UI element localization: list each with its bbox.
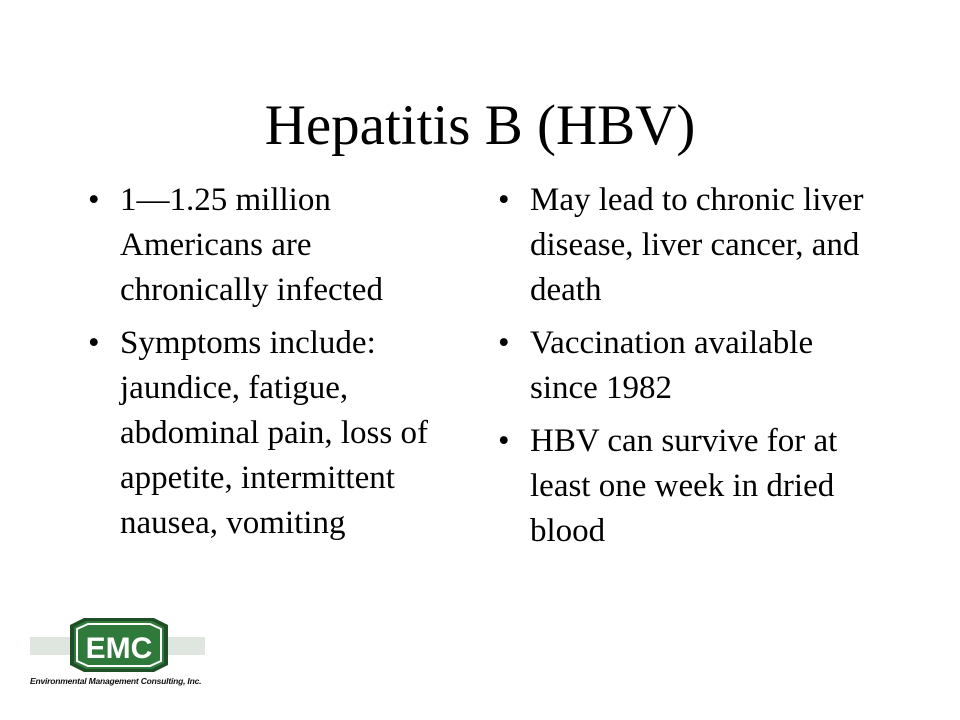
bullet-item: • Vaccination available since 1982 [498, 321, 873, 411]
right-bullet-list [498, 178, 873, 554]
logo-caption: Environmental Management Consulting, Inc. [30, 676, 202, 686]
logo-mark-text: EMC [85, 632, 153, 665]
bullet-item: • May lead to chronic liver disease, liver cancer, and death [498, 178, 873, 313]
emc-logo [30, 615, 205, 691]
right-column [498, 178, 873, 562]
slide-title: Hepatitis B (HBV) [264, 94, 696, 157]
left-bullet-list [88, 178, 458, 546]
bullet-item: • Symptoms include: jaundice, fatigue, abdominal pain, loss of appetite, intermittent nausea, vomiting [88, 321, 458, 546]
left-column [88, 178, 458, 554]
emc-logo-mark [30, 615, 205, 675]
bullet-item: • 1—1.25 million Americans are chronically infected [88, 178, 458, 313]
bullet-item: • HBV can survive for at least one week in dried blood [498, 419, 873, 554]
